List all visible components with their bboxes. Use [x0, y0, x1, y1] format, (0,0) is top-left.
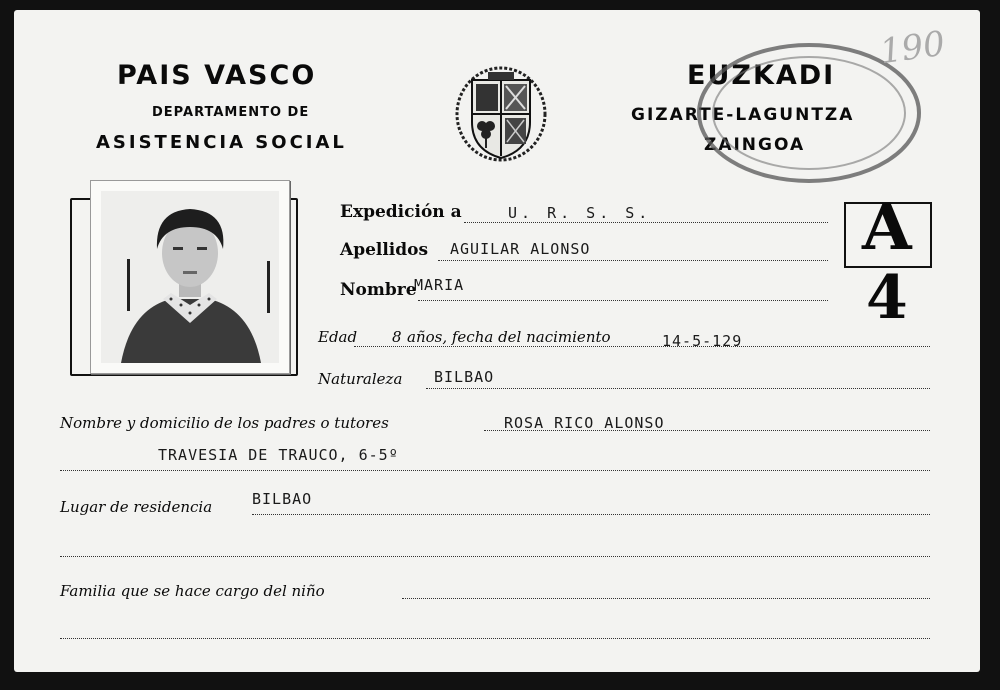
edad-unit: años, fecha del nacimiento	[407, 328, 611, 346]
coat-of-arms-icon	[452, 64, 550, 164]
pencil-annotation: 190	[877, 23, 948, 73]
category-number: 4	[866, 263, 908, 333]
header-departamento: DEPARTAMENTO DE	[152, 105, 310, 120]
familia-label: Familia que se hace cargo del niño	[60, 582, 325, 600]
nombre-label: Nombre	[340, 280, 417, 300]
padres-address-line	[60, 470, 930, 471]
apellidos-label: Apellidos	[340, 240, 429, 260]
padres-line	[484, 430, 930, 431]
header-zaingoa: ZAINGOA	[704, 135, 806, 155]
expedicion-value: U. R. S. S.	[508, 204, 652, 222]
padres-address: TRAVESIA DE TRAUCO, 6-5º	[158, 446, 399, 464]
residencia-extra-line	[60, 556, 930, 557]
padres-value: ROSA RICO ALONSO	[504, 414, 665, 432]
apellidos-value: AGUILAR ALONSO	[450, 240, 591, 258]
apellidos-line	[438, 260, 828, 261]
familia-extra-line	[60, 638, 930, 639]
naturaleza-label: Naturaleza	[318, 370, 403, 388]
residencia-value: BILBAO	[252, 490, 313, 508]
header-pais-vasco: PAIS VASCO	[117, 60, 317, 91]
header-asistencia-social: ASISTENCIA SOCIAL	[96, 132, 347, 153]
expedicion-line	[464, 222, 828, 223]
nombre-value: MARIA	[414, 276, 465, 294]
category-letter: A	[862, 190, 912, 265]
header-gizarte-laguntza: GIZARTE-LAGUNTZA	[631, 105, 855, 125]
expedicion-label: Expedición a	[340, 202, 462, 222]
header-euzkadi: EUZKADI	[687, 60, 836, 91]
child-photo	[90, 180, 290, 374]
residencia-line	[252, 514, 930, 515]
naturaleza-line	[426, 388, 930, 389]
residencia-label: Lugar de residencia	[60, 498, 213, 516]
birth-date-value: 14-5-129	[662, 332, 743, 350]
edad-value: 8	[392, 328, 402, 346]
naturaleza-value: BILBAO	[434, 368, 495, 386]
padres-label: Nombre y domicilio de los padres o tutores	[60, 414, 389, 432]
edad-label: Edad	[318, 328, 358, 346]
nombre-line	[418, 300, 828, 301]
edad-line	[354, 346, 930, 347]
familia-line	[402, 598, 930, 599]
card-paper	[14, 10, 980, 672]
